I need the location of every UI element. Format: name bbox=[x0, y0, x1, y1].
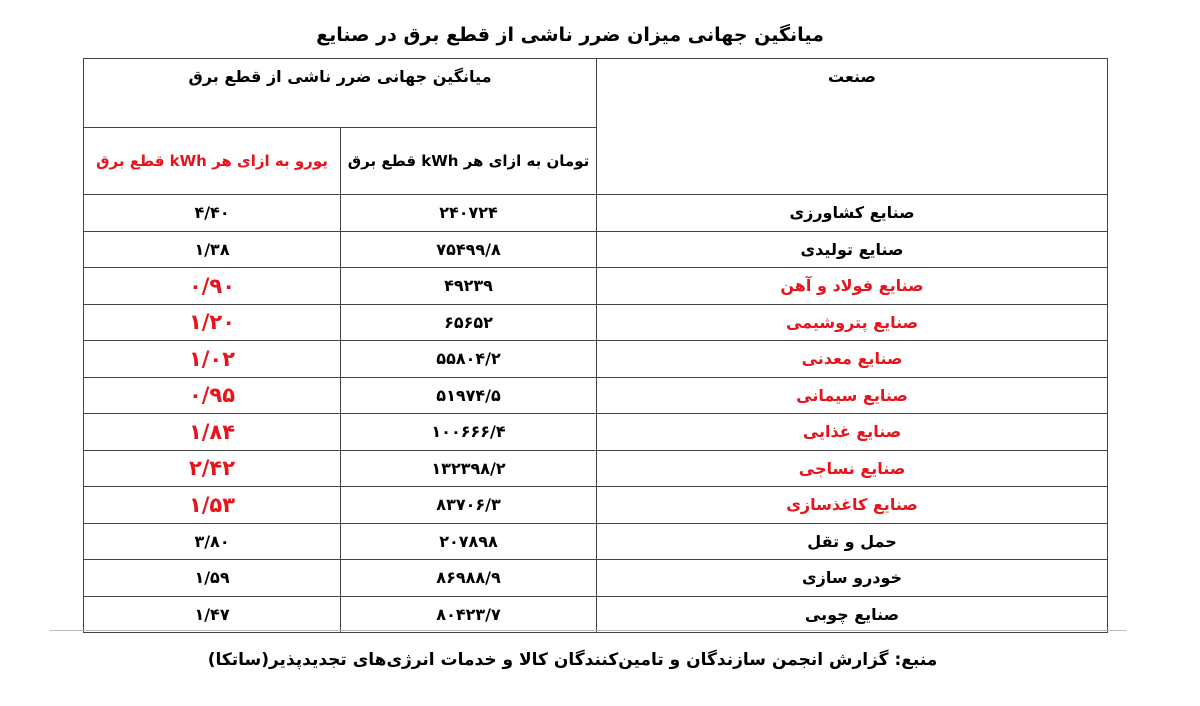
table-row bbox=[84, 195, 1108, 232]
industry-cell: صنایع چوبی bbox=[597, 596, 1108, 633]
toman-cell: ۶۵۶۵۲ bbox=[341, 304, 597, 341]
euro-cell: ۱/۵۹ bbox=[84, 560, 341, 597]
table-row bbox=[84, 341, 1108, 378]
euro-cell: ۰/۹۵ bbox=[84, 377, 341, 414]
industry-cell: خودرو سازی bbox=[597, 560, 1108, 597]
toman-cell: ۲۰۷۸۹۸ bbox=[341, 523, 597, 560]
table-row bbox=[84, 523, 1108, 560]
divider bbox=[50, 630, 1126, 631]
header-industry: صنعت bbox=[597, 59, 1108, 195]
euro-cell: ۳/۸۰ bbox=[84, 523, 341, 560]
toman-cell: ۱۰۰۶۶۶/۴ bbox=[341, 414, 597, 451]
header-euro: یورو به ازای هر kWh قطع برق bbox=[96, 152, 328, 170]
euro-cell: ۱/۸۴ bbox=[84, 414, 341, 451]
table-title: میانگین جهانی میزان ضرر ناشی از قطع برق در صنایع bbox=[316, 24, 824, 46]
industry-cell: صنایع کاغذسازی bbox=[597, 487, 1108, 524]
industry-cell: صنایع نساجی bbox=[597, 450, 1108, 487]
table-row bbox=[84, 414, 1108, 451]
toman-cell: ۸۳۷۰۶/۳ bbox=[341, 487, 597, 524]
toman-cell: ۱۳۲۳۹۸/۲ bbox=[341, 450, 597, 487]
euro-cell: ۱/۵۳ bbox=[84, 487, 341, 524]
euro-cell: ۱/۳۸ bbox=[84, 231, 341, 268]
euro-cell: ۱/۴۷ bbox=[84, 596, 341, 633]
euro-cell: ۱/۰۲ bbox=[84, 341, 341, 378]
euro-cell: ۰/۹۰ bbox=[84, 268, 341, 305]
euro-cell: ۲/۴۲ bbox=[84, 450, 341, 487]
toman-cell: ۷۵۴۹۹/۸ bbox=[341, 231, 597, 268]
source-note: منبع: گزارش انجمن سازندگان و تامین‌کنندگان کالا و خدمات انرژی‌های تجدیدپذیر(ساتکا) bbox=[207, 650, 938, 670]
table-row bbox=[84, 487, 1108, 524]
industry-cell: صنایع سیمانی bbox=[597, 377, 1108, 414]
toman-cell: ۸۰۴۲۳/۷ bbox=[341, 596, 597, 633]
table-row bbox=[84, 596, 1108, 633]
table-row bbox=[84, 268, 1108, 305]
table-row bbox=[84, 377, 1108, 414]
industry-cell: صنایع غذایی bbox=[597, 414, 1108, 451]
industry-cell: صنایع کشاورزی bbox=[597, 195, 1108, 232]
industry-cell: صنایع تولیدی bbox=[597, 231, 1108, 268]
industry-cell: صنایع پتروشیمی bbox=[597, 304, 1108, 341]
industry-cell: حمل و تقل bbox=[597, 523, 1108, 560]
toman-cell: ۴۹۲۳۹ bbox=[341, 268, 597, 305]
toman-cell: ۵۵۸۰۴/۲ bbox=[341, 341, 597, 378]
toman-cell: ۲۴۰۷۲۴ bbox=[341, 195, 597, 232]
header-group: میانگین جهانی ضرر ناشی از قطع برق bbox=[84, 59, 597, 128]
industry-cell: صنایع فولاد و آهن bbox=[597, 268, 1108, 305]
table-row bbox=[84, 450, 1108, 487]
table-row bbox=[84, 304, 1108, 341]
toman-cell: ۵۱۹۷۴/۵ bbox=[341, 377, 597, 414]
euro-cell: ۴/۴۰ bbox=[84, 195, 341, 232]
damage-table bbox=[83, 58, 1108, 633]
euro-cell: ۱/۲۰ bbox=[84, 304, 341, 341]
table-row bbox=[84, 560, 1108, 597]
industry-cell: صنایع معدنی bbox=[597, 341, 1108, 378]
toman-cell: ۸۶۹۸۸/۹ bbox=[341, 560, 597, 597]
header-toman: تومان به ازای هر kWh قطع برق bbox=[347, 152, 590, 170]
table-row bbox=[84, 231, 1108, 268]
